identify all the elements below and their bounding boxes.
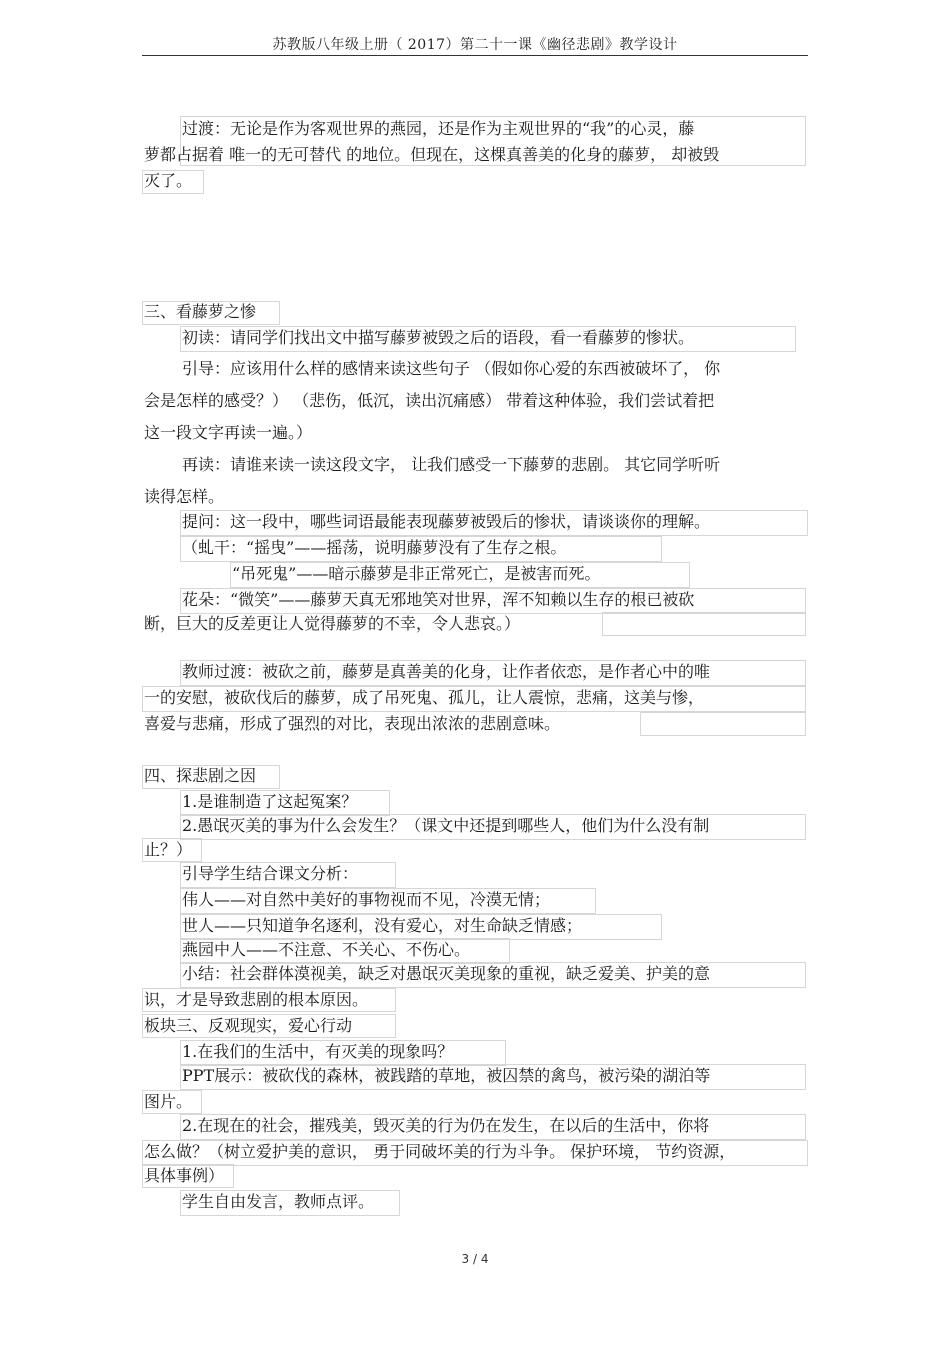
scan-box <box>602 612 806 636</box>
section-heading: 四、探悲剧之因 <box>144 766 257 785</box>
page-header: 苏教版八年级上册（ 2017）第二十一课《幽径悲剧》教学设计 <box>272 37 678 53</box>
text-line: 教师过渡：被砍之前，藤萝是真善美的化身，让作者依恋，是作者心中的唯 <box>182 662 711 681</box>
text-line: 2.愚氓灭美的事为什么会发生？（课文中还提到哪些人，他们为什么没有制 <box>182 816 710 835</box>
text-line: 1.在我们的生活中，有灭美的现象吗？ <box>182 1042 454 1061</box>
text-line: 1.是谁制造了这起冤案？ <box>182 792 358 811</box>
text-line: 引导：应该用什么样的感情来读这些句子 （假如你心爱的东西被破坏了， 你 <box>182 359 721 378</box>
text-line: PPT展示：被砍伐的森林，被践踏的草地，被囚禁的禽鸟，被污染的湖泊等 <box>182 1066 711 1085</box>
text-line: 图片。 <box>144 1092 193 1111</box>
text-line: 提问：这一段中，哪些词语最能表现藤萝被毁后的惨状，请谈谈你的理解。 <box>182 512 711 531</box>
text-line: （虬干：“摇曳”——摇荡，说明藤萝没有了生存之根。 <box>182 538 567 557</box>
text-line: 喜爱与悲痛，形成了强烈的对比，表现出浓浓的悲剧意味。 <box>144 714 561 733</box>
text-line: 花朵：“微笑”——藤萝天真无邪地笑对世界，浑不知赖以生存的根已被砍 <box>182 590 695 609</box>
text-line: “吊死鬼”——暗示藤萝是非正常死亡，是被害而死。 <box>232 564 601 583</box>
text-line: 燕园中人——不注意、不关心、不伤心。 <box>182 940 471 959</box>
section-heading: 三、看藤萝之惨 <box>144 302 257 321</box>
text-line: 小结：社会群体漠视美，缺乏对愚氓灭美现象的重视，缺乏爱美、护美的意 <box>182 964 711 983</box>
text-line: 具体事例） <box>144 1166 225 1185</box>
text-line: 一的安慰，被砍伐后的藤萝，成了吊死鬼、孤儿，让人震惊，悲痛，这美与惨， <box>144 688 705 707</box>
text-line: 断，巨大的反差更让人觉得藤萝的不幸，令人悲哀。） <box>144 614 521 633</box>
section-heading: 板块三、反观现实，爱心行动 <box>144 1016 353 1035</box>
text-line: 会是怎样的感受？） （悲伤，低沉，读出沉痛感） 带着这种体验，我们尝试着把 <box>144 391 715 410</box>
page-number: 3 / 4 <box>461 1252 489 1266</box>
text-line: 初读：请同学们找出文中描写藤萝被毁之后的语段，看一看藤萝的惨状。 <box>182 328 695 347</box>
text-line: 读得怎样。 <box>144 487 225 506</box>
text-line: 2.在现在的社会，摧残美，毁灭美的行为仍在发生，在以后的生活中，你将 <box>182 1116 710 1135</box>
header-rule <box>142 55 808 56</box>
scan-box <box>640 712 806 736</box>
text-line: 伟人——对自然中美好的事物视而不见，冷漠无情； <box>182 890 551 909</box>
text-line: 怎么做？（树立爱护美的意识， 勇于同破坏美的行为斗争。 保护环境， 节约资源， <box>144 1142 736 1161</box>
text-line: 萝都占据着 唯一的无可替代 的地位。但现在，这棵真善美的化身的藤萝， 却被毁 <box>144 145 720 164</box>
text-line: 灭了。 <box>144 171 193 190</box>
text-line: 引导学生结合课文分析： <box>182 864 359 883</box>
text-line: 世人——只知道争名逐利，没有爱心，对生命缺乏情感； <box>182 916 583 935</box>
text-line: 过渡：无论是作为客观世界的燕园，还是作为主观世界的“我”的心灵，藤 <box>182 119 695 138</box>
text-line: 识，才是导致悲剧的根本原因。 <box>144 990 369 1009</box>
text-line: 这一段文字再读一遍。） <box>144 423 313 442</box>
text-line: 止？） <box>144 840 193 859</box>
text-line: 再读：请谁来读一读这段文字， 让我们感受一下藤萝的悲剧。 其它同学听听 <box>182 455 721 474</box>
text-line: 学生自由发言，教师点评。 <box>182 1192 375 1211</box>
